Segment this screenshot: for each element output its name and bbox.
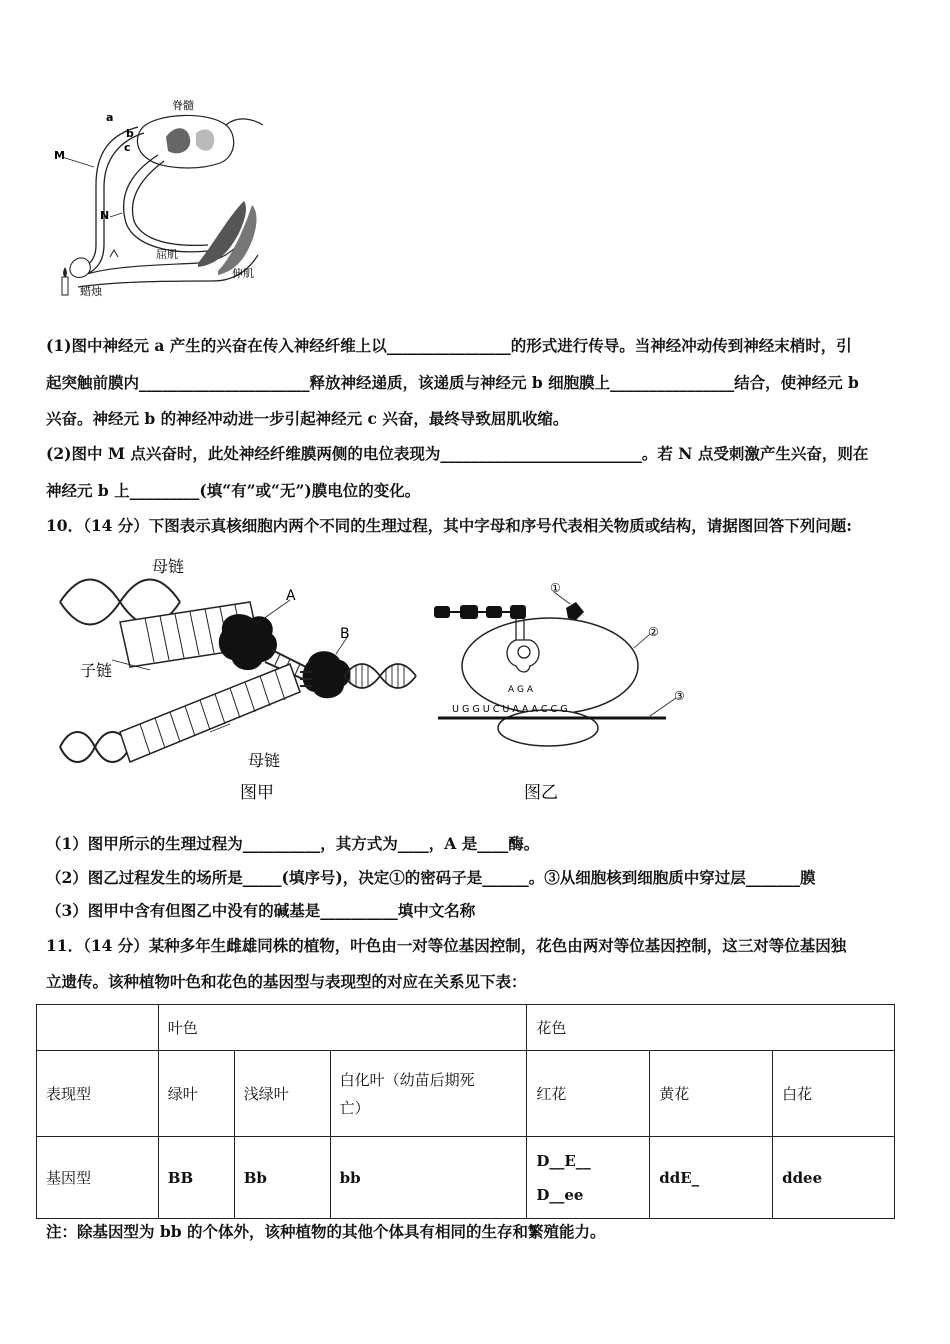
phenotype-cell: 浅绿叶 [234, 1051, 330, 1137]
genotype-cell: ddee [773, 1137, 895, 1219]
phenotype-cell: 红花 [527, 1051, 650, 1137]
phenotype-cell: 黄花 [650, 1051, 773, 1137]
label-N: N [100, 209, 110, 222]
label-parent-bottom: 母链 [248, 751, 281, 770]
label-mrna-sequence: U G G U C U A A A C C G [452, 704, 568, 715]
q11-stem-line1: 11．（14 分）某种多年生雌雄同株的植物，叶色由一对等位基因控制，花色由两对等位基因控制，这三对等位基因独 [46, 936, 847, 955]
figure-yi-translation [430, 578, 700, 804]
row-label-genotype: 基因型 [37, 1137, 159, 1219]
q10-sub3: （3）图甲中含有但图乙中没有的碱基是__________填中文名称 [46, 901, 476, 920]
ribosome [462, 618, 638, 714]
q9-line3: 兴奋。神经元 b 的神经冲动进一步引起神经元 c 兴奋，最终导致屈肌收缩。 [46, 409, 569, 428]
spinal-cord [137, 115, 263, 167]
q10-sub1: （1）图甲所示的生理过程为__________，其方式为____，A 是____酶。 [46, 834, 540, 853]
figure-jia-dna-replication [50, 552, 420, 804]
label-spine: 脊髓 [172, 99, 194, 112]
figure-yi-caption: 图乙 [524, 783, 558, 803]
label-B: B [340, 626, 350, 642]
row-label-phenotype: 表现型 [37, 1051, 159, 1137]
enzyme-A [219, 614, 277, 670]
phenotype-cell: 白花 [773, 1051, 895, 1137]
q9-line1: (1)图中神经元 a 产生的兴奋在传入神经纤维上以________________的形式进行传导。当神经冲动传到神经末梢时，引 [46, 336, 852, 355]
label-circled-3: ③ [674, 689, 685, 703]
polypeptide-chain [434, 605, 526, 619]
q10-sub2: （2）图乙过程发生的场所是_____(填序号)，决定①的密码子是______。③从细胞核到细胞质中穿过层_______膜 [46, 868, 816, 887]
genotype-cell: ddE_ [650, 1137, 773, 1219]
label-A: A [286, 588, 296, 604]
q11-note: 注：除基因型为 bb 的个体外，该种植物的其他个体具有相同的生存和繁殖能力。 [46, 1222, 606, 1241]
q9-line2: 起突触前膜内______________________释放神经递质，该递质与神经元 b 细胞膜上________________结合，使神经元 b [46, 373, 859, 392]
label-a: a [106, 111, 114, 124]
amino-acid-1 [566, 602, 584, 620]
q11-stem-line2: 立遗传。该种植物叶色和花色的基因型与表现型的对应在关系见下表： [46, 972, 527, 991]
label-circled-2: ② [648, 625, 659, 639]
table-corner-cell [37, 1005, 159, 1051]
label-anticodon: A G A [508, 685, 534, 695]
enzyme-B [303, 651, 351, 698]
figure-jia-caption: 图甲 [240, 783, 274, 803]
genotype-cell: bb [330, 1137, 527, 1219]
label-b: b [126, 127, 134, 140]
genotype-cell: BB [158, 1137, 234, 1219]
label-candle: 蜡烛 [80, 285, 102, 298]
phenotype-cell: 绿叶 [158, 1051, 234, 1137]
genotype-line: D__E__ [536, 1151, 591, 1170]
q9-line5: 神经元 b 上_________(填“有”或“无”)膜电位的变化。 [46, 481, 421, 500]
label-parent-top: 母链 [152, 557, 185, 576]
candle-icon [62, 267, 68, 295]
label-flexor: 屈肌 [156, 248, 178, 261]
phenotype-cell: 白化叶（幼苗后期死亡） [330, 1051, 527, 1137]
hand [70, 258, 90, 277]
genotype-line: D__ee [536, 1185, 584, 1204]
q9-line4: (2)图中 M 点兴奋时，此处神经纤维膜两侧的电位表现为__________________________。若 N 点受刺激产生兴奋，则在 [46, 444, 869, 463]
efferent-nerve [124, 155, 208, 252]
header-leaf-color: 叶色 [158, 1005, 527, 1051]
label-child-strand: 子链 [80, 661, 113, 680]
label-c: c [124, 141, 131, 154]
genotype-cell: Bb [234, 1137, 330, 1219]
reflex-arc-figure [48, 95, 278, 305]
genotype-cell-red [527, 1137, 650, 1219]
genotype-phenotype-table [36, 1004, 895, 1219]
label-M: M [54, 149, 65, 162]
label-circled-1: ① [550, 581, 561, 595]
label-extensor: 伸肌 [232, 267, 254, 280]
q10-stem: 10．（14 分）下图表示真核细胞内两个不同的生理过程，其中字母和序号代表相关物质或结构，请据图回答下列问题: [46, 516, 853, 535]
header-flower-color: 花色 [527, 1005, 895, 1051]
